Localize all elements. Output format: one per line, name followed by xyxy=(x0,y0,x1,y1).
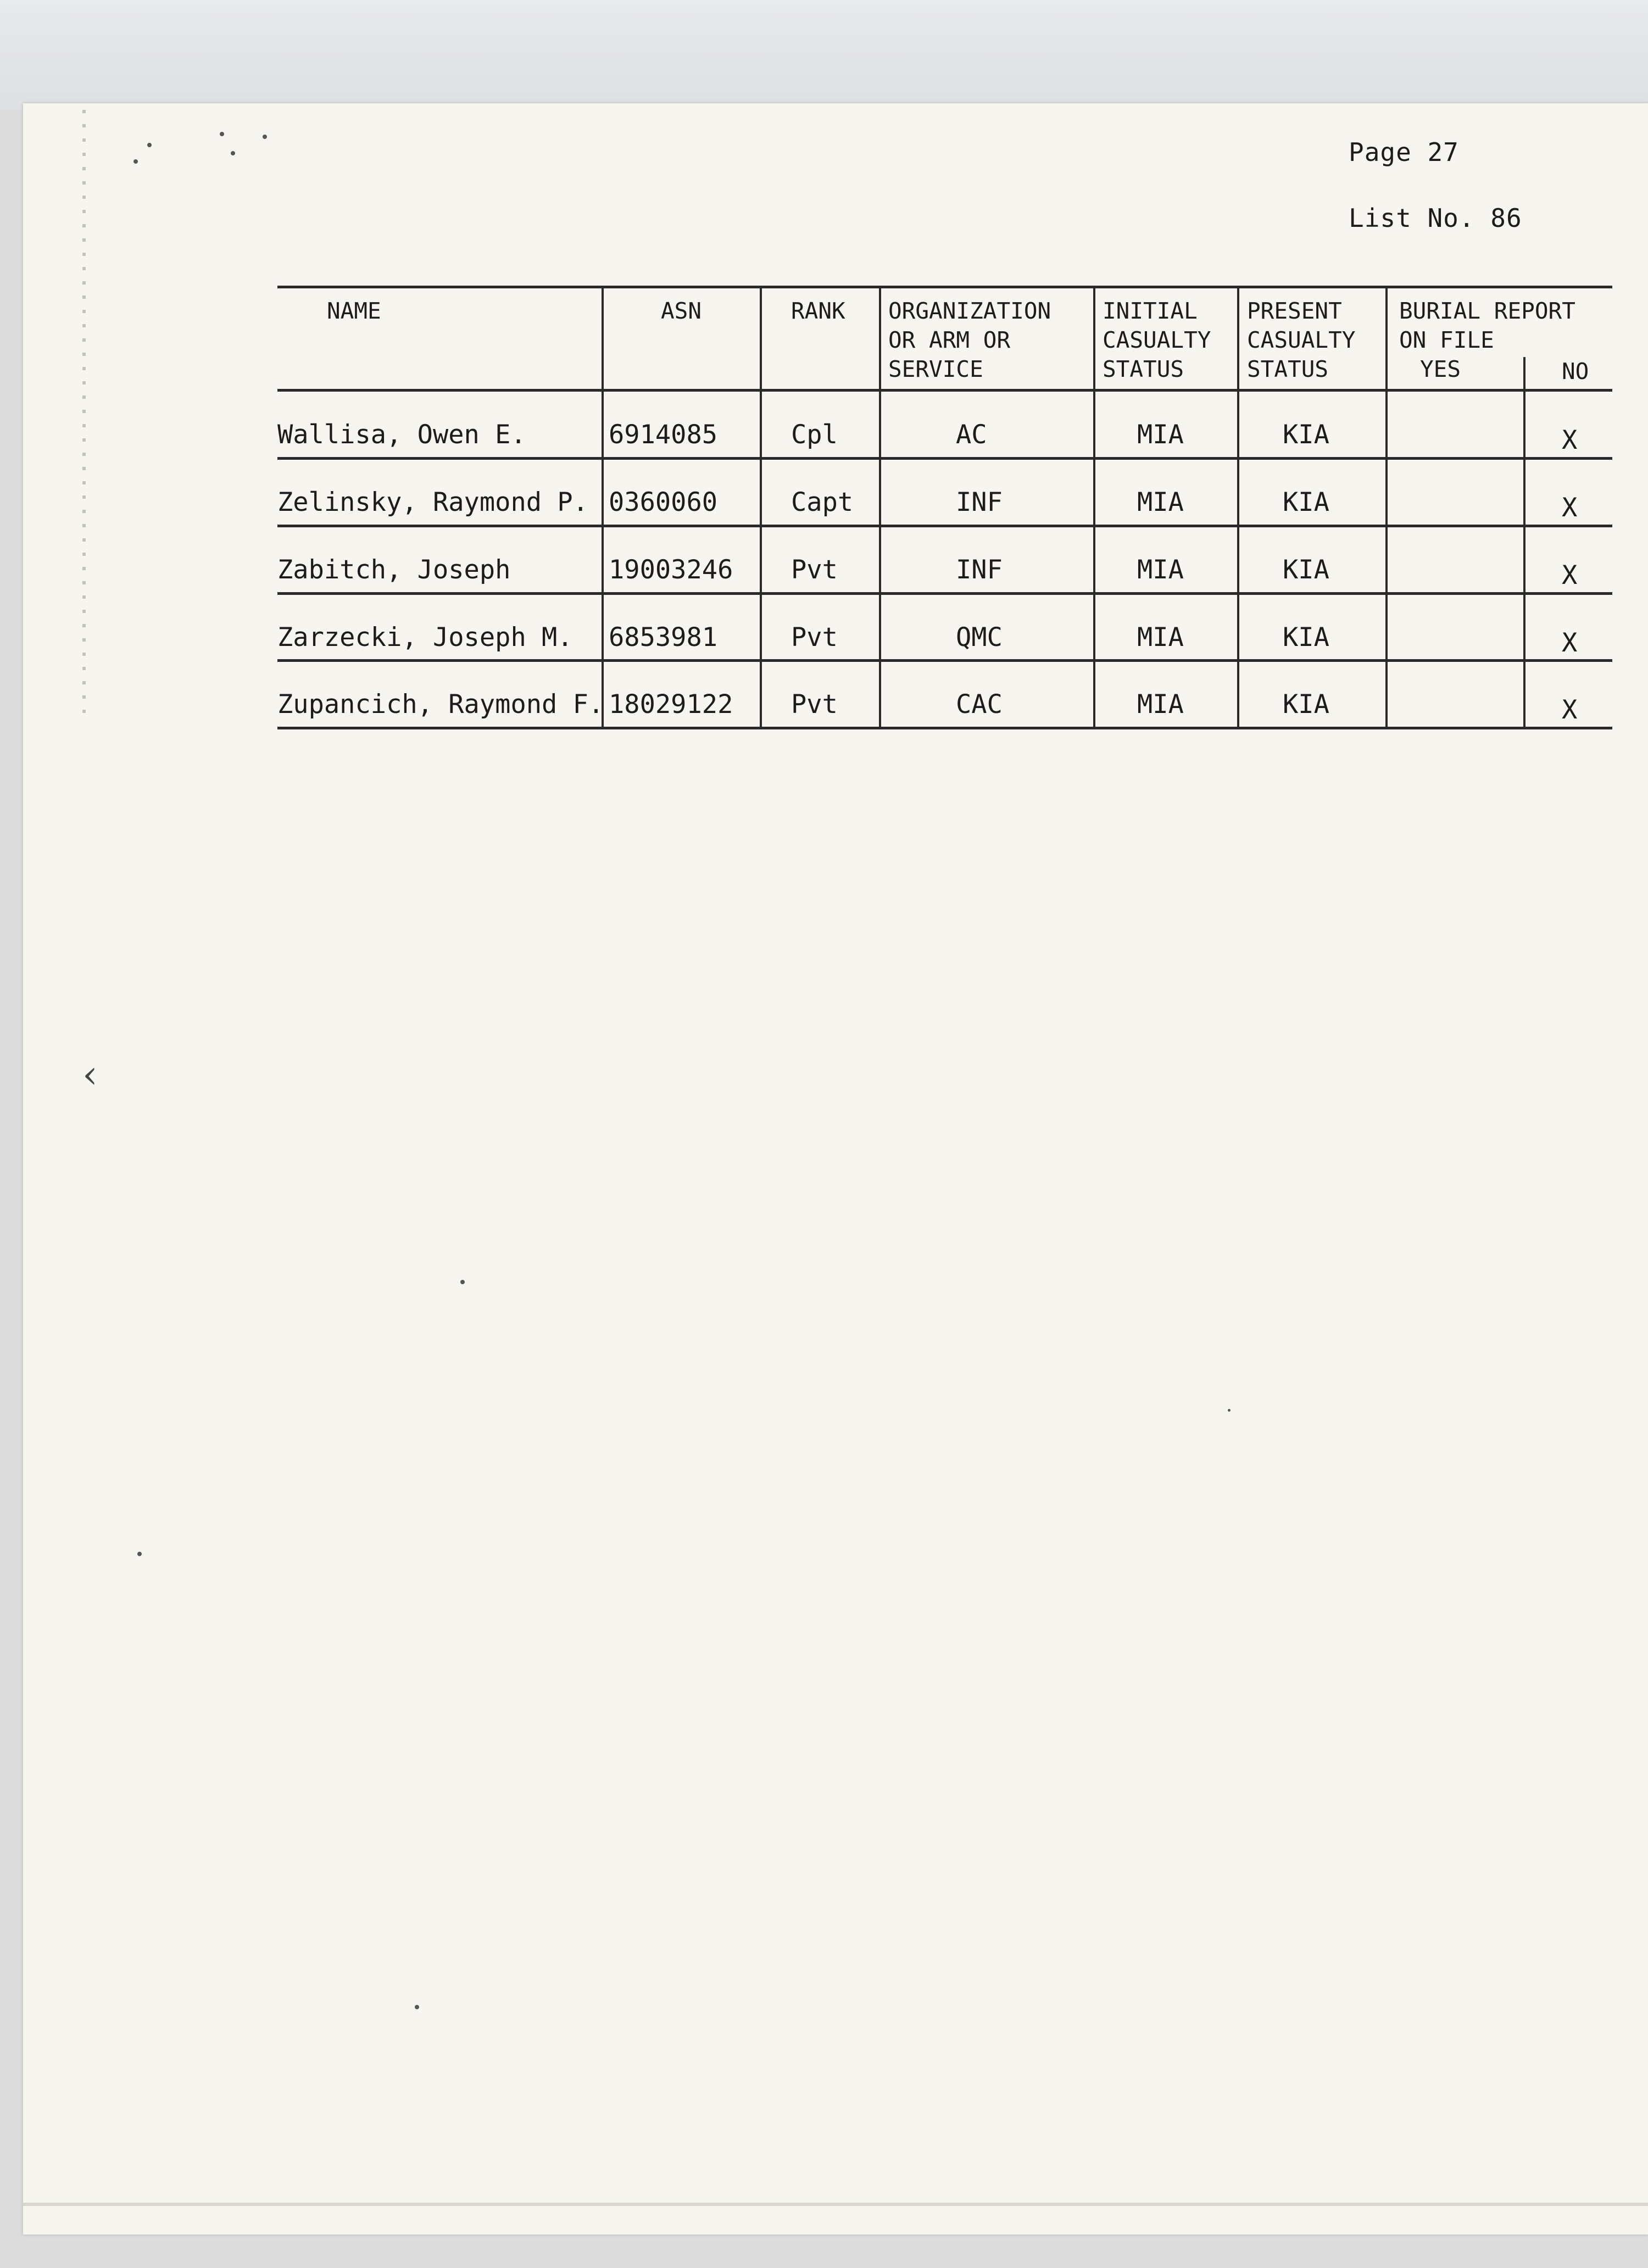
speck xyxy=(460,1280,465,1284)
cell-asn: 6914085 xyxy=(609,420,718,450)
table-bottom-rule xyxy=(277,727,1612,729)
cell-name: Zupancich, Raymond F. xyxy=(277,689,604,720)
row-rule xyxy=(277,457,1612,460)
cell-present-status: KIA xyxy=(1283,420,1329,450)
header-bottom-rule xyxy=(277,389,1612,392)
casualty-table xyxy=(277,286,1612,729)
cell-initial-status: MIA xyxy=(1137,689,1184,720)
speck xyxy=(220,132,224,136)
col-divider xyxy=(602,286,604,728)
cell-rank: Cpl xyxy=(791,420,838,450)
pencil-mark: ‹ xyxy=(82,1052,98,1097)
col-divider xyxy=(1385,286,1388,728)
cell-rank: Capt xyxy=(791,487,854,517)
table-top-rule xyxy=(277,286,1612,288)
cell-asn: 18029122 xyxy=(609,689,733,720)
cell-name: Zelinsky, Raymond P. xyxy=(277,487,588,517)
speck xyxy=(1228,1409,1231,1412)
row-rule xyxy=(277,659,1612,662)
cell-present-status: KIA xyxy=(1283,622,1329,653)
binding-marks xyxy=(82,110,86,714)
cell-organization: INF xyxy=(956,487,1003,517)
speck xyxy=(147,143,152,147)
cell-initial-status: MIA xyxy=(1137,555,1184,585)
cell-organization: AC xyxy=(956,420,987,450)
cell-rank: Pvt xyxy=(791,622,838,653)
cell-initial-status: MIA xyxy=(1137,622,1184,653)
col-divider xyxy=(1523,357,1525,728)
cell-present-status: KIA xyxy=(1283,487,1329,517)
col-divider xyxy=(1093,286,1095,728)
row-rule xyxy=(277,525,1612,527)
cell-asn: 19003246 xyxy=(609,555,733,585)
list-number: List No. 86 xyxy=(1349,203,1522,233)
speck xyxy=(231,151,235,155)
col-divider xyxy=(879,286,881,728)
cell-present-status: KIA xyxy=(1283,555,1329,585)
header-asn: ASN xyxy=(661,298,702,324)
cell-initial-status: MIA xyxy=(1137,487,1184,517)
scan-backdrop xyxy=(0,0,1648,110)
cell-asn: 0360060 xyxy=(609,487,718,517)
header-rank: RANK xyxy=(791,298,845,324)
header-name: NAME xyxy=(327,298,381,324)
cell-name: Zabitch, Joseph xyxy=(277,555,511,585)
col-divider xyxy=(760,286,762,728)
cell-rank: Pvt xyxy=(791,689,838,720)
cell-present-status: KIA xyxy=(1283,689,1329,720)
cell-no: X xyxy=(1562,493,1578,523)
speck xyxy=(263,135,267,139)
cell-asn: 6853981 xyxy=(609,622,718,653)
cell-no: X xyxy=(1562,628,1578,658)
row-rule xyxy=(277,592,1612,595)
col-divider xyxy=(1237,286,1239,728)
cell-rank: Pvt xyxy=(791,555,838,585)
header-initial-status: INITIAL CASUALTY STATUS xyxy=(1103,298,1211,382)
cell-no: X xyxy=(1562,560,1578,590)
speck xyxy=(415,2005,419,2009)
header-organization: ORGANIZATION OR ARM OR SERVICE xyxy=(888,298,1051,382)
speck xyxy=(133,159,138,164)
header-no: NO xyxy=(1562,358,1589,384)
header-present-status: PRESENT CASUALTY STATUS xyxy=(1247,298,1356,382)
cell-organization: QMC xyxy=(956,622,1003,653)
page-number: Page 27 xyxy=(1349,137,1459,167)
cell-organization: INF xyxy=(956,555,1003,585)
cell-no: X xyxy=(1562,425,1578,455)
cell-no: X xyxy=(1562,695,1578,725)
header-yes: YES xyxy=(1420,356,1461,382)
cell-name: Wallisa, Owen E. xyxy=(277,420,526,450)
cell-initial-status: MIA xyxy=(1137,420,1184,450)
header-burial-report: BURIAL REPORT ON FILE xyxy=(1399,298,1575,353)
page-bottom-edge xyxy=(23,2203,1648,2206)
cell-name: Zarzecki, Joseph M. xyxy=(277,622,573,653)
cell-organization: CAC xyxy=(956,689,1003,720)
speck xyxy=(137,1552,142,1556)
